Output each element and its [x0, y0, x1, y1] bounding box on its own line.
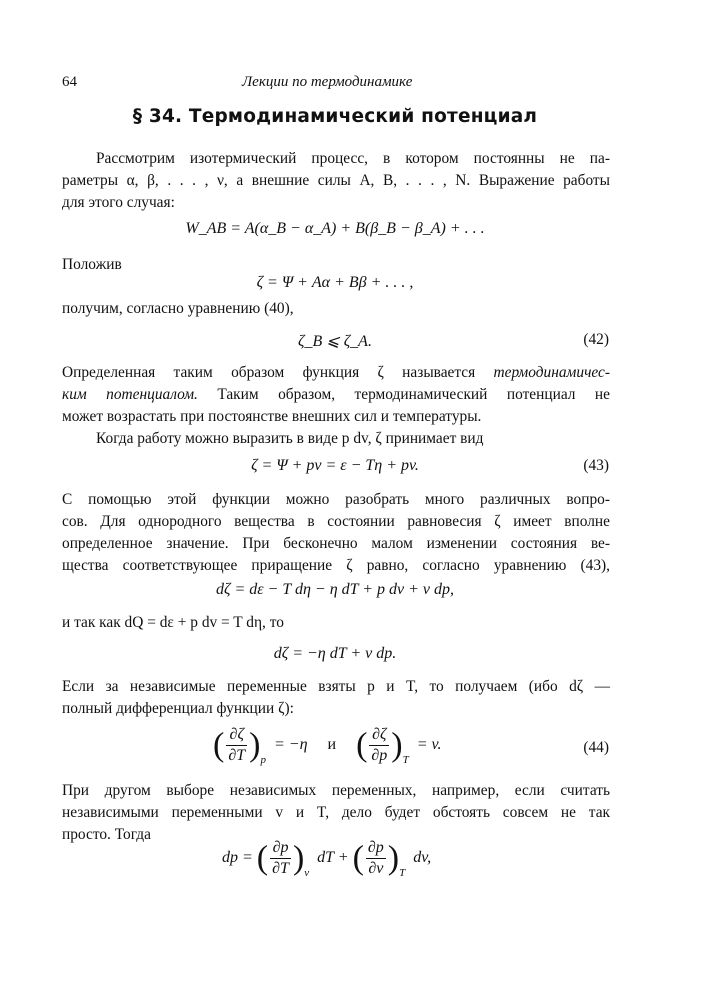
text-line: полный дифференциал функции ζ):: [62, 700, 294, 717]
term-italic: ким потенциалом.: [62, 386, 198, 403]
paragraph-work-form: [62, 428, 610, 450]
paragraph-polozhiv: [62, 254, 610, 276]
paragraph-poluchim: [62, 298, 610, 320]
equation-43: ζ = Ψ + pv = ε − Tη + pv.: [251, 457, 419, 474]
right-paren: ): [292, 839, 305, 877]
equation-dp: [222, 838, 431, 879]
paragraph-independent-vars: [62, 676, 610, 720]
text-line: и так как dQ = dε + p dv = T dη, то: [62, 614, 284, 631]
text-line: раметры α, β, . . . , ν, а внешние силы A, B, . . . , N. Выражение работы: [62, 172, 610, 189]
equation-dzeta-reduced: dζ = −η dT + v dp.: [273, 645, 397, 662]
left-paren: (: [352, 839, 364, 877]
fraction-numerator: ∂p: [366, 838, 386, 859]
conjunction: и: [327, 736, 337, 754]
text-line: получим, согласно уравнению (40),: [62, 300, 294, 317]
paragraph-other-vars: [62, 780, 610, 846]
subscript: v: [304, 867, 310, 880]
equation-lhs: dp =: [222, 849, 253, 867]
equation-dzeta-full: dζ = dε − T dη − η dT + p dv + v dp,: [215, 581, 455, 598]
right-paren: ): [249, 726, 261, 764]
page-number: 64: [62, 74, 77, 90]
equation-number-42: (42): [583, 331, 609, 348]
equation-zeta-definition: ζ = Ψ + Aα + Bβ + . . . ,: [256, 274, 414, 291]
equation-rhs: = v.: [416, 736, 442, 754]
text-line: [62, 362, 610, 384]
text-line: При другом выборе независимых переменных, например, если считать: [62, 782, 610, 799]
text-line: сов. Для однородного вещества в состоянии равновесия ζ имеет вполне: [62, 513, 610, 530]
fraction-denominator: ∂T: [228, 747, 246, 764]
term-italic: термодинамичес-: [493, 364, 610, 381]
text-line: может возрастать при постоянстве внешних сил и температуры.: [62, 408, 482, 425]
text-span: Таким образом, термодинамический потенциал не: [197, 386, 610, 403]
paragraph-intro: [62, 148, 610, 214]
fraction: [226, 725, 247, 766]
fraction-denominator: ∂T: [272, 860, 289, 877]
text-line: Рассмотрим изотермический процесс, в котором постоянны не па-: [96, 150, 610, 167]
text-line: [62, 384, 610, 406]
text-line: просто. Тогда: [62, 826, 151, 843]
subscript: p: [260, 754, 266, 767]
left-paren: (: [213, 726, 225, 764]
fraction-denominator: ∂v: [368, 860, 384, 877]
fraction: [369, 725, 389, 766]
fraction-numerator: ∂ζ: [369, 725, 389, 746]
equation-rhs: = −η: [273, 736, 308, 754]
equation-42: ζ_B ⩽ ζ_A.: [298, 333, 372, 350]
subscript: T: [402, 754, 409, 767]
right-paren: ): [387, 839, 400, 877]
equation-middle: dT +: [317, 849, 349, 867]
right-paren: ): [391, 726, 403, 764]
paragraph-function-use: [62, 489, 610, 577]
equation-number-43: (43): [583, 457, 609, 474]
text-line: Если за независимые переменные взяты p и T, то получаем (ибо dζ —: [62, 678, 610, 695]
text-line: щества соответствующее приращение ζ равно, согласно уравнению (43),: [62, 557, 610, 574]
equation-work: W_AB = A(α_B − α_A) + B(β_B − β_A) + . . .: [185, 220, 485, 237]
text-line: определенное значение. При бесконечно малом изменении состояния ве-: [62, 535, 610, 552]
running-title: Лекции по термодинамике: [242, 74, 413, 90]
fraction: [270, 838, 291, 879]
fraction-denominator: ∂p: [371, 747, 388, 764]
left-paren: (: [356, 726, 368, 764]
text-line: для этого случая:: [62, 194, 175, 211]
text-line: независимыми переменными v и T, дело будет обстоять совсем не так: [62, 804, 610, 821]
text-line: Положив: [62, 256, 122, 273]
fraction-numerator: ∂ζ: [226, 725, 247, 746]
paragraph-dq: [62, 612, 610, 634]
paragraph-definition: [62, 362, 610, 428]
equation-end: dv,: [413, 849, 432, 867]
subscript: T: [399, 867, 406, 880]
equation-44: [213, 725, 441, 766]
equation-number-44: (44): [583, 739, 609, 756]
fraction-numerator: ∂p: [270, 838, 291, 859]
fraction: [366, 838, 386, 879]
text-line: С помощью этой функции можно разобрать много различных вопро-: [62, 491, 610, 508]
text-span: Определенная таким образом функция ζ называется: [62, 364, 494, 381]
section-title: § 34. Термодинамический потенциал: [132, 106, 538, 127]
text-line: Когда работу можно выразить в виде p dv, ζ принимает вид: [96, 430, 484, 447]
left-paren: (: [256, 839, 269, 877]
